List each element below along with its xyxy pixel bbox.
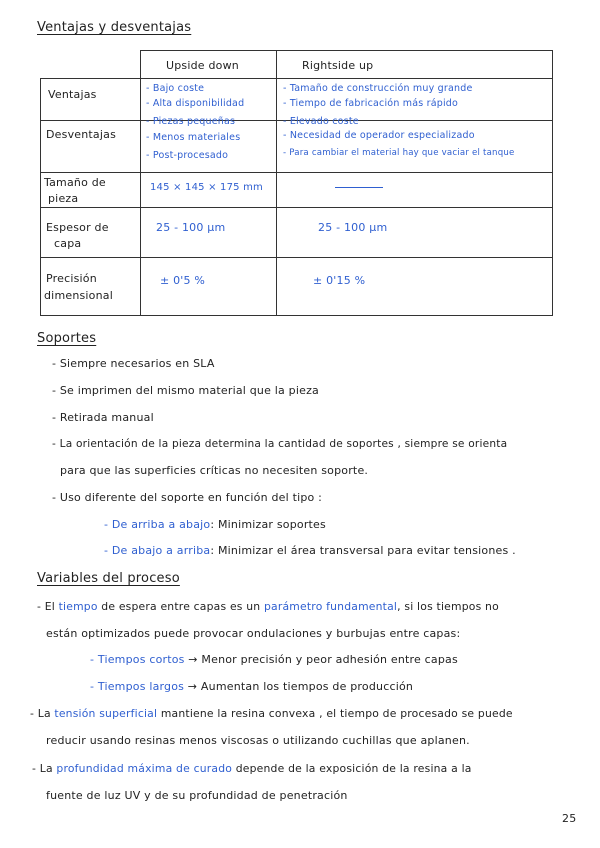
subitem-text: → Menor precisión y peor adhesión entre capas (184, 653, 458, 666)
row-label-precision-2: dimensional (44, 289, 113, 302)
section-heading-soportes: Soportes (37, 331, 97, 346)
variables-paragraph-3-line2: fuente de luz UV y de su profundidad de penetración (46, 789, 348, 802)
espesor-upside: 25 - 100 µm (156, 221, 226, 234)
variables-subitem (90, 653, 458, 666)
row-label-espesor-1: Espesor de (46, 221, 109, 234)
soportes-item: - Siempre necesarios en SLA (52, 357, 215, 370)
soportes-subitem (104, 518, 326, 531)
subitem-label: - Tiempos cortos (90, 653, 185, 666)
ventajas-rightside-1: - Tamaño de construcción muy grande (283, 83, 473, 94)
variables-paragraph-2 (30, 707, 513, 720)
table-line (276, 50, 277, 316)
p3-a: - La (32, 762, 57, 775)
espesor-rightside: 25 - 100 µm (318, 221, 388, 234)
soportes-item-cont: para que las superficies críticas no necesiten soporte. (60, 464, 369, 477)
desventajas-rightside-3: - Para cambiar el material hay que vaciar el tanque (283, 148, 515, 158)
page-number: 25 (562, 812, 577, 825)
header-upside-down: Upside down (166, 59, 239, 72)
soportes-item: - La orientación de la pieza determina la cantidad de soportes , siempre se orienta (52, 438, 508, 450)
variables-paragraph-1-line2: están optimizados puede provocar ondulaciones y burbujas entre capas: (46, 627, 461, 640)
table-line (40, 207, 553, 208)
p3-c: depende de la exposición de la resina a la (232, 762, 472, 775)
page-title: Ventajas y desventajas (37, 20, 192, 35)
table-line (40, 172, 553, 173)
soportes-item: - Uso diferente del soporte en función del tipo : (52, 491, 323, 504)
p3-b: profundidad máxima de curado (56, 762, 233, 775)
row-label-espesor-2: capa (54, 237, 82, 250)
precision-rightside: ± 0'15 % (313, 274, 366, 287)
table-line (40, 78, 41, 316)
p1-b: tiempo (58, 600, 98, 613)
p1-a: - El (37, 600, 59, 613)
desventajas-upside-2: - Menos materiales (146, 132, 241, 143)
soportes-item: - Retirada manual (52, 411, 154, 424)
p2-a: - La (30, 707, 55, 720)
comparison-table (40, 50, 553, 316)
subitem-label: - Tiempos largos (90, 680, 185, 693)
desventajas-upside-1: - Piezas pequeñas (146, 116, 236, 127)
row-label-precision-1: Precisión (46, 272, 97, 285)
variables-paragraph-3 (32, 762, 472, 775)
soportes-item: - Se imprimen del mismo material que la pieza (52, 384, 319, 397)
row-label-tamano-1: Tamaño de (44, 176, 106, 189)
subitem-text: : Minimizar el área transversal para evitar tensiones . (210, 544, 516, 557)
tamano-rightside-dash (335, 187, 383, 188)
table-line (552, 50, 553, 316)
table-line (40, 315, 553, 316)
tamano-upside: 145 × 145 × 175 mm (150, 182, 263, 193)
p2-c: mantiene la resina convexa , el tiempo de procesado se puede (157, 707, 513, 720)
p1-d: parámetro fundamental (263, 600, 398, 613)
ventajas-upside-2: - Alta disponibilidad (146, 98, 245, 109)
subitem-text: : Minimizar soportes (210, 518, 326, 531)
table-line (40, 78, 553, 79)
desventajas-upside-3: - Post-procesado (146, 150, 229, 161)
soportes-subitem (104, 544, 516, 557)
p1-e: , si los tiempos no (397, 600, 499, 613)
section-heading-variables: Variables del proceso (37, 571, 180, 586)
precision-upside: ± 0'5 % (160, 274, 206, 287)
row-label-desventajas: Desventajas (46, 128, 116, 141)
desventajas-rightside-1: - Elevado coste (283, 116, 359, 127)
p2-b: tensión superficial (54, 707, 158, 720)
variables-paragraph-2-line2: reducir usando resinas menos viscosas o utilizando cuchillas que aplanen. (46, 734, 470, 747)
p1-c: de espera entre capas es un (97, 600, 264, 613)
table-line (40, 257, 553, 258)
subitem-text: → Aumentan los tiempos de producción (184, 680, 414, 693)
ventajas-rightside-2: - Tiempo de fabricación más rápido (283, 98, 459, 109)
desventajas-rightside-2: - Necesidad de operador especializado (283, 130, 475, 141)
variables-subitem (90, 680, 413, 693)
table-line (140, 50, 141, 316)
subitem-label: - De arriba a abajo (104, 518, 211, 531)
variables-paragraph-1 (37, 600, 499, 613)
header-rightside-up: Rightside up (302, 59, 374, 72)
row-label-tamano-2: pieza (48, 192, 79, 205)
ventajas-upside-1: - Bajo coste (146, 83, 205, 94)
row-label-ventajas: Ventajas (48, 88, 97, 101)
table-line (140, 50, 553, 51)
subitem-label: - De abajo a arriba (104, 544, 211, 557)
